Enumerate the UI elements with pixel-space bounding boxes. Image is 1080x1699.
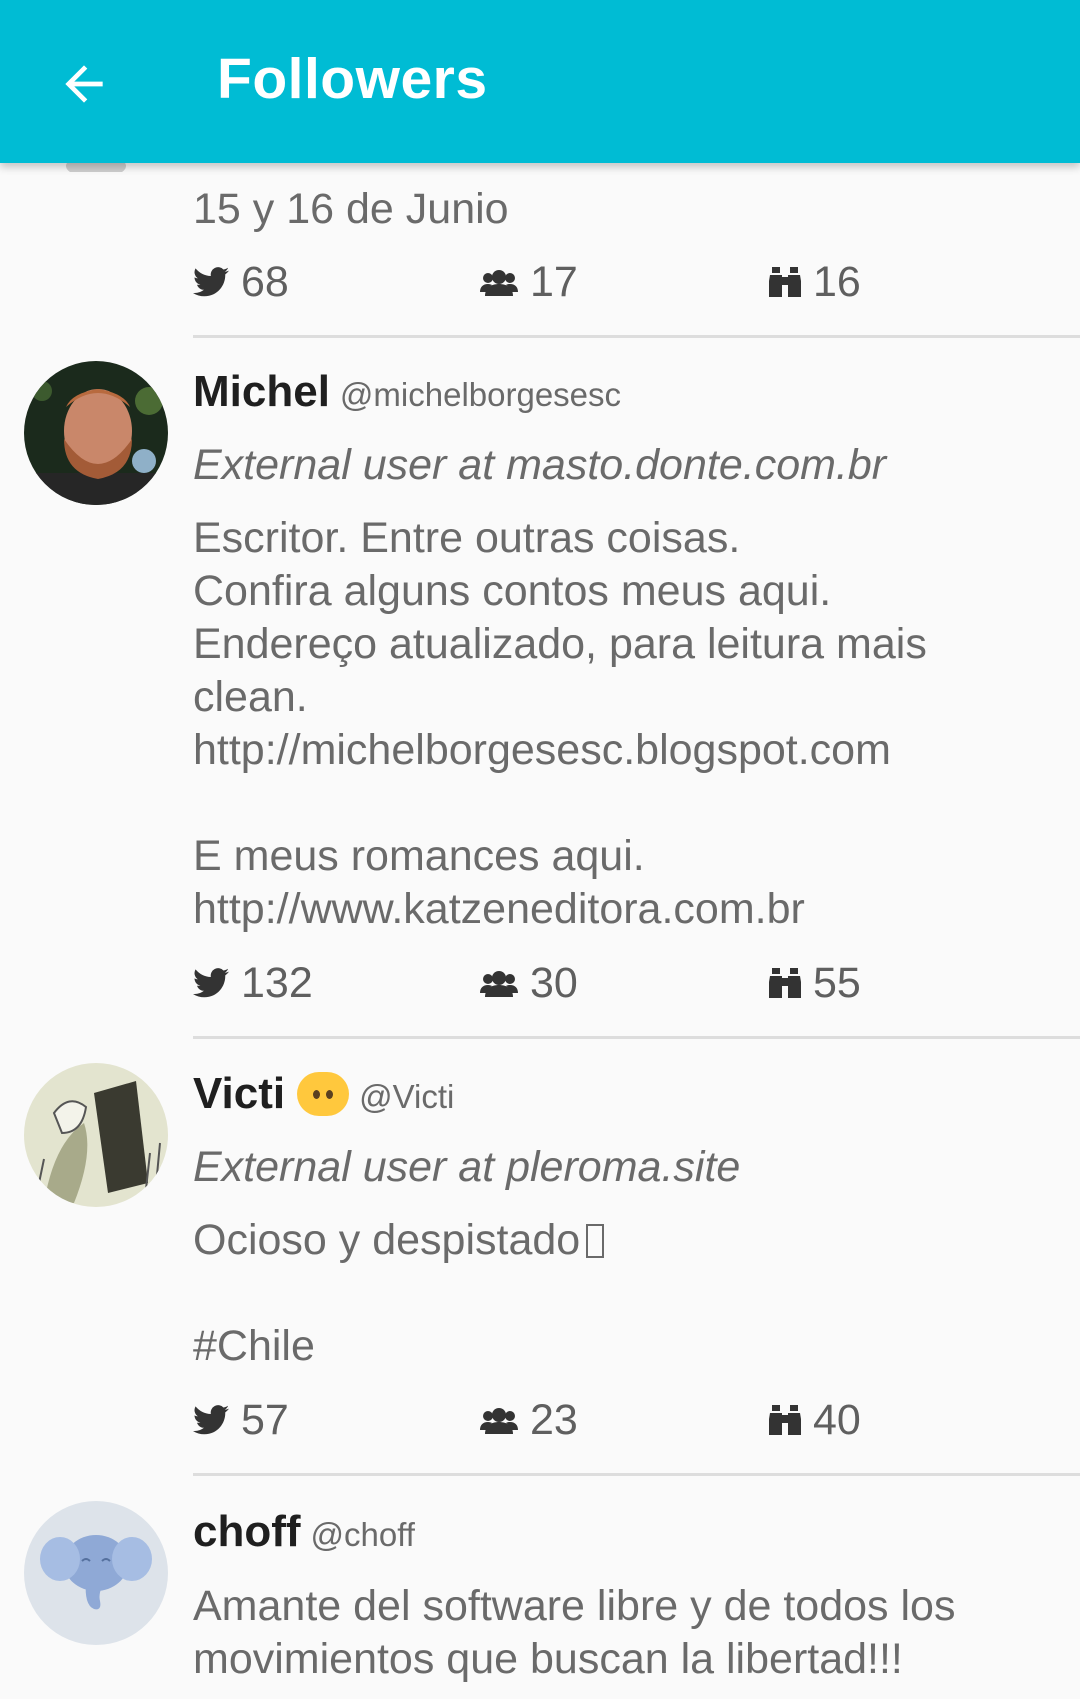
avatar[interactable]	[24, 1063, 168, 1207]
binoculars-icon	[769, 968, 801, 998]
user-handle: @Victi	[359, 1078, 455, 1115]
avatar[interactable]	[24, 361, 168, 505]
followers-count: 55	[769, 953, 861, 1013]
followers-count: 16	[769, 252, 861, 312]
divider	[193, 1036, 1080, 1039]
bird-icon	[193, 967, 229, 999]
stats-row	[193, 1390, 993, 1450]
toots-count: 68	[193, 252, 289, 312]
display-name[interactable]: Michel	[193, 367, 330, 416]
stats-row	[193, 953, 993, 1013]
toots-count: 57	[193, 1390, 289, 1450]
missing-glyph-icon	[586, 1224, 604, 1258]
user-name-line	[193, 367, 621, 417]
toots-count: 132	[193, 953, 313, 1013]
user-name-line	[193, 1069, 454, 1119]
bio-link[interactable]: http://www.katzeneditora.com.br	[193, 885, 805, 933]
bio-link[interactable]: http://michelborgesesc.blogspot.com	[193, 726, 891, 774]
user-handle: @michelborgesesc	[339, 376, 622, 413]
custom-emoji-face-icon	[297, 1072, 349, 1116]
user-handle: @choff	[310, 1516, 415, 1553]
bio-text: 15 y 16 de Junio	[193, 185, 509, 233]
mastodon-elephant-icon	[24, 1501, 168, 1645]
bio-text: Escritor. Entre outras coisas. Confira alguns contos meus aqui. Endereço atualizado, para leitura mais clean. http://michelborgesesc.blogspot.com E meus romances aqui. http://www.katzeneditora.com.br	[193, 512, 1053, 936]
bio-text: Ocioso y despistado #Chile	[193, 1214, 1053, 1373]
hashtag-link[interactable]: #Chile	[193, 1322, 315, 1370]
binoculars-icon	[769, 1405, 801, 1435]
stats-row	[193, 252, 993, 312]
back-button[interactable]	[52, 52, 116, 116]
external-user-text: External user at masto.donte.com.br	[193, 441, 887, 489]
following-count: 30	[480, 953, 578, 1013]
display-name[interactable]: Victi	[193, 1069, 286, 1118]
users-icon	[480, 268, 518, 296]
divider	[193, 1473, 1080, 1476]
bird-icon	[193, 1404, 229, 1436]
bio-text: Amante del software libre y de todos los movimientos que buscan la libertad!!!	[193, 1582, 956, 1683]
app-bar	[0, 0, 1080, 163]
divider	[193, 335, 1080, 338]
following-count: 17	[480, 252, 578, 312]
users-icon	[480, 1406, 518, 1434]
users-icon	[480, 969, 518, 997]
page-title: Followers	[217, 47, 488, 111]
arrow-back-icon	[56, 56, 112, 112]
followers-count: 40	[769, 1390, 861, 1450]
following-count: 23	[480, 1390, 578, 1450]
binoculars-icon	[769, 267, 801, 297]
avatar[interactable]	[24, 1501, 168, 1645]
bird-icon	[193, 266, 229, 298]
user-name-line	[193, 1507, 415, 1557]
external-user-text: External user at pleroma.site	[193, 1143, 741, 1191]
display-name[interactable]: choff	[193, 1507, 301, 1556]
